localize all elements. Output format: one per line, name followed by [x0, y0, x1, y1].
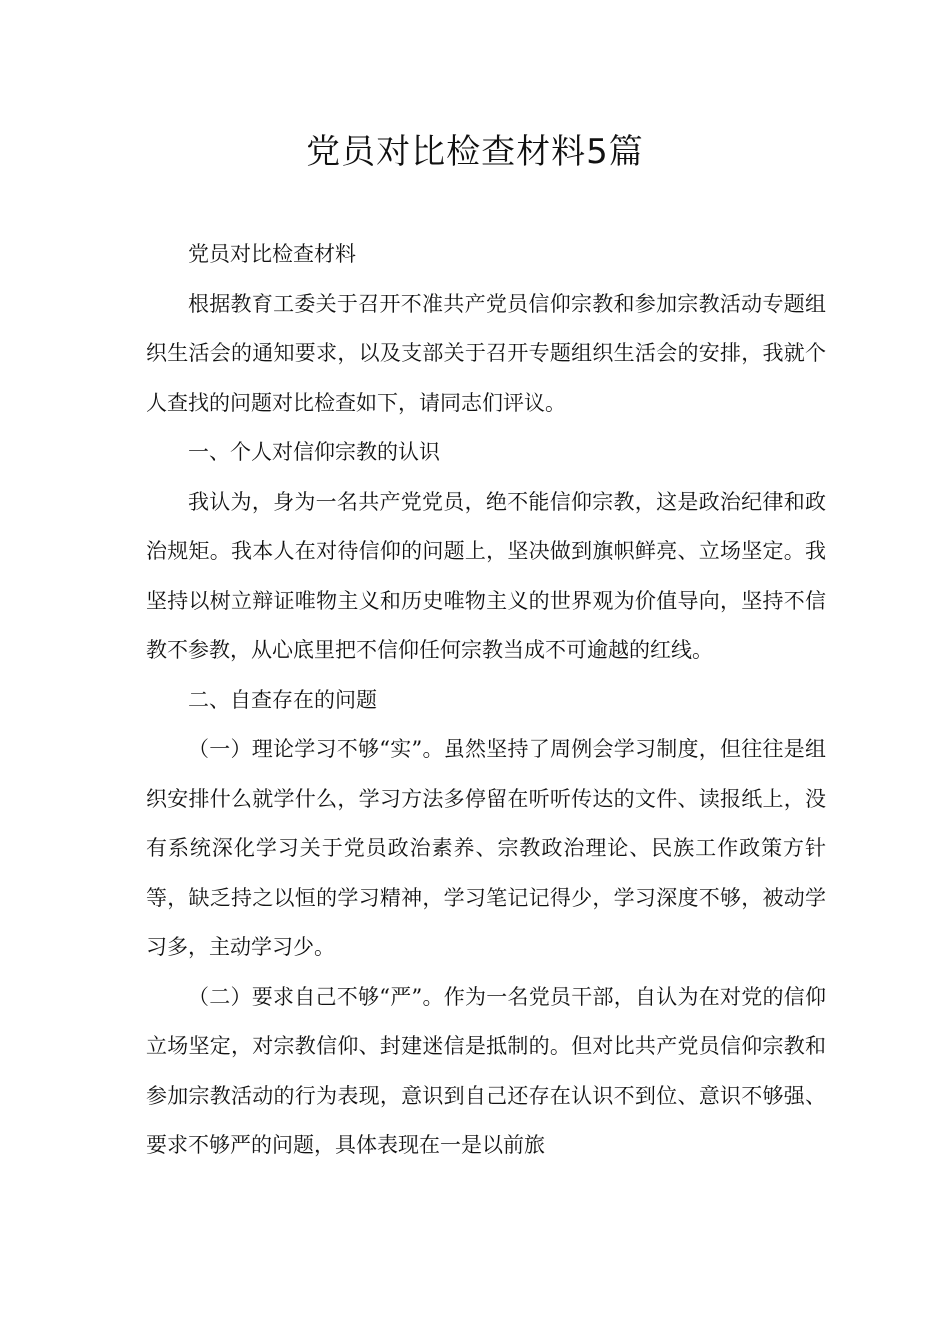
paragraph-intro: 根据教育工委关于召开不准共产党员信仰宗教和参加宗教活动专题组织生活会的通知要求，以及支部关于召开专题组织生活会的安排，我就个人查找的问题对比检查如下，请同志们评议。 [146, 291, 826, 415]
section-heading-2: 二、自查存在的问题 [188, 687, 377, 712]
document-body [146, 230, 826, 1171]
paragraph-issue-1: （一）理论学习不够“实”。虽然坚持了周例会学习制度，但往往是组织安排什么就学什么，学习方法多停留在听听传达的文件、读报纸上，没有系统深化学习关于党员政治素养、宗教政治理论、民族工作政策方针等，缺乏持之以恒的学习精神，学习笔记记得少，学习深度不够，被动学习多，主动学习少。 [146, 737, 826, 959]
section-heading-1: 一、个人对信仰宗教的认识 [188, 440, 440, 464]
document-title: 党员对比检查材料5篇 [306, 132, 644, 172]
paragraph-subtitle: 党员对比检查材料 [188, 242, 356, 266]
paragraph-issue-2: （二）要求自己不够“严”。作为一名党员干部，自认为在对党的信仰立场坚定，对宗教信仰、封建迷信是抵制的。但对比共产党员信仰宗教和参加宗教活动的行为表现，意识到自己还存在认识不到位、意识不够强、要求不够严的问题，具体表现在一是以前旅 [146, 984, 826, 1157]
paragraph-section-1: 我认为，身为一名共产党党员，绝不能信仰宗教，这是政治纪律和政治规矩。我本人在对待信仰的问题上，坚决做到旗帜鲜亮、立场坚定。我坚持以树立辩证唯物主义和历史唯物主义的世界观为价值导向，坚持不信教不参教，从心底里把不信仰任何宗教当成不可逾越的红线。 [146, 489, 826, 662]
